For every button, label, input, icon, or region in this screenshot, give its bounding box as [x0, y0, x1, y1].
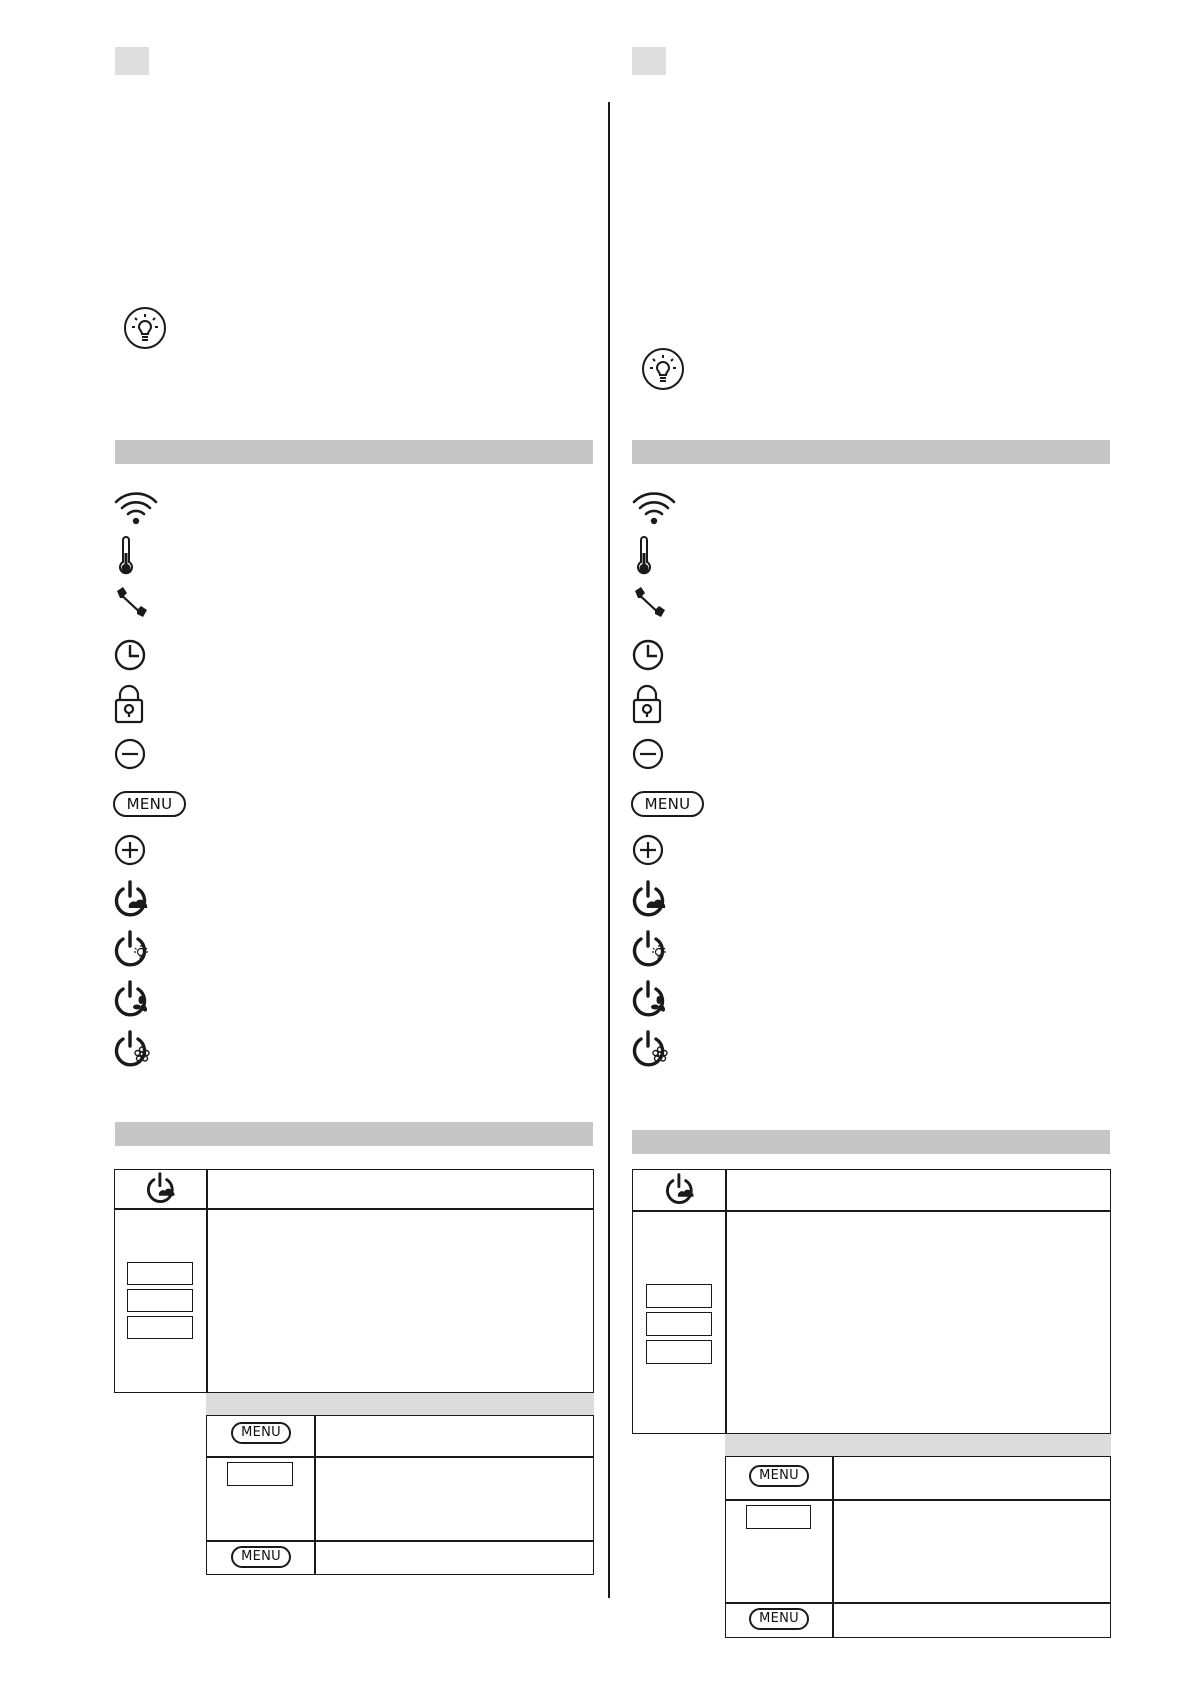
thermometer-icon: [113, 537, 159, 577]
menu-button-icon: MENU: [231, 1546, 291, 1568]
section-bar-controls-left: [115, 440, 593, 464]
power-flower-icon: [631, 1030, 677, 1070]
steps-col-divider: [314, 1415, 316, 1575]
menu-button-icon: MENU: [113, 791, 186, 817]
table-row-divider: [632, 1210, 1111, 1212]
power-bulb-icon: [631, 930, 677, 970]
column-divider: [608, 102, 610, 1598]
display-field: [746, 1505, 811, 1529]
steps-row-divider: [725, 1602, 1111, 1604]
table-col-divider: [725, 1169, 727, 1434]
power-bulb-icon: [113, 930, 159, 970]
power-fan-icon: [113, 980, 159, 1020]
steps-col-divider: [832, 1456, 834, 1638]
display-field: [227, 1462, 293, 1486]
display-field: [646, 1284, 712, 1308]
menu-button-icon: MENU: [231, 1422, 291, 1444]
padlock-icon: [631, 684, 677, 724]
thermometer-icon: [631, 537, 677, 577]
minus-icon: [113, 734, 159, 774]
display-field: [646, 1340, 712, 1364]
section-bar-controls-right: [632, 440, 1110, 464]
power-cloud-icon: [631, 880, 677, 920]
wifi-icon: [631, 490, 677, 530]
wrench-icon: [631, 585, 677, 625]
display-field: [127, 1316, 193, 1339]
power-flower-icon: [113, 1030, 159, 1070]
page-tab-left: [115, 47, 149, 75]
sub-section-bar: [206, 1393, 594, 1415]
minus-icon: [631, 734, 677, 774]
table-col-divider: [206, 1169, 208, 1393]
menu-button-icon: MENU: [749, 1608, 809, 1630]
display-field: [127, 1289, 193, 1312]
plus-icon: [113, 830, 159, 870]
wifi-icon: [113, 490, 159, 530]
power-cloud-icon: [664, 1173, 704, 1207]
menu-button-icon: MENU: [631, 791, 704, 817]
plus-icon: [631, 830, 677, 870]
display-field: [127, 1262, 193, 1285]
steps-row-divider: [206, 1456, 594, 1458]
wrench-icon: [113, 585, 159, 625]
section-bar-table-right: [632, 1130, 1110, 1154]
padlock-icon: [113, 684, 159, 724]
display-field: [646, 1312, 712, 1336]
lightbulb-hint-icon: [640, 346, 686, 392]
clock-icon: [113, 635, 159, 675]
power-cloud-icon: [145, 1172, 185, 1206]
power-fan-icon: [631, 980, 677, 1020]
clock-icon: [631, 635, 677, 675]
section-bar-table-left: [115, 1122, 593, 1146]
page-tab-right: [632, 47, 666, 75]
table-row-divider: [114, 1208, 594, 1210]
steps-row-divider: [725, 1499, 1111, 1501]
menu-button-icon: MENU: [749, 1465, 809, 1487]
steps-row-divider: [206, 1540, 594, 1542]
power-cloud-icon: [113, 880, 159, 920]
lightbulb-hint-icon: [122, 305, 168, 351]
sub-section-bar: [725, 1434, 1111, 1456]
